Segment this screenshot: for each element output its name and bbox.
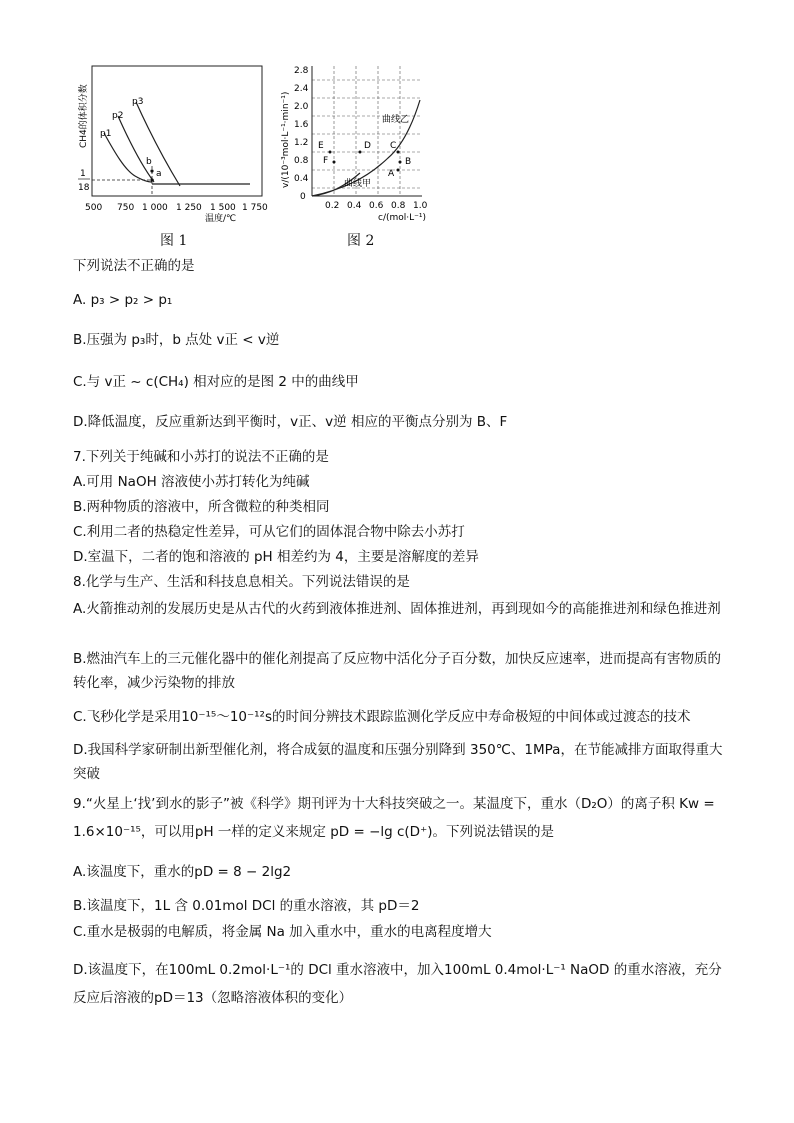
fig1-caption: 图 1 bbox=[160, 233, 188, 249]
q7-option-c: C.利用二者的热稳定性差异，可从它们的固体混合物中除去小苏打 bbox=[73, 524, 465, 540]
fig1-point-b: b bbox=[146, 157, 152, 167]
q9-option-a: A.该温度下，重水的pD = 8 − 2lg2 bbox=[73, 864, 292, 880]
fig2-curve-jia: 曲线甲 bbox=[344, 179, 372, 189]
q9-option-c: C.重水是极弱的电解质，将金属 Na 加入重水中，重水的电离程度增大 bbox=[73, 924, 492, 940]
q6-option-a: A. p₃ > p₂ > p₁ bbox=[73, 292, 173, 308]
fig2-point-F: F bbox=[323, 156, 329, 166]
fig2-xlabel: c/(mol·L⁻¹) bbox=[378, 213, 427, 223]
fig2-ytick: 2.0 bbox=[294, 102, 309, 112]
fig1-xtick: 1 000 bbox=[142, 203, 168, 213]
q6-option-c: C.与 v正 ~ c(CH₄) 相对应的是图 2 中的曲线甲 bbox=[73, 374, 359, 390]
fig2-ytick: 0.8 bbox=[294, 156, 309, 166]
figure1-graph bbox=[70, 58, 270, 223]
q8-option-d: D.我国科学家研制出新型催化剂，将合成氨的温度和压强分别降到 350℃、1MPa，在节能减排方面取得重大突破 bbox=[73, 742, 723, 782]
fig1-point-a: a bbox=[156, 169, 162, 179]
fig1-ytick-num: 1 bbox=[80, 169, 86, 179]
q7-option-d: D.室温下，二者的饱和溶液的 pH 相差约为 4，主要是溶解度的差异 bbox=[73, 549, 479, 565]
fig2-point-D: D bbox=[364, 141, 371, 151]
fig2-xtick: 0.4 bbox=[347, 201, 362, 211]
fig2-ytick: 0 bbox=[300, 192, 306, 202]
fig1-xtick: 1 500 bbox=[210, 203, 236, 213]
fig2-ylabel: v/(10⁻³mol·L⁻¹·min⁻¹) bbox=[281, 91, 291, 188]
q7-option-b: B.两种物质的溶液中，所含微粒的种类相同 bbox=[73, 499, 330, 515]
fig2-ytick: 1.2 bbox=[294, 138, 309, 148]
q6-option-b: B.压强为 p₃时，b 点处 v正 < v逆 bbox=[73, 332, 280, 348]
fig2-xtick: 0.2 bbox=[325, 201, 340, 211]
fig2-caption: 图 2 bbox=[347, 233, 375, 249]
q7-option-a: A.可用 NaOH 溶液使小苏打转化为纯碱 bbox=[73, 474, 310, 490]
q9-stem: 9.“火星上‘找’到水的影子”被《科学》期刊评为十大科技突破之一。某温度下，重水（D₂O）的离子积 Kw = 1.6×10⁻¹⁵，可以用pH 一样的定义来规定 pD = −lg c(D⁺)。下列说法错误的是 bbox=[73, 796, 715, 840]
fig1-curve-p1: p1 bbox=[100, 129, 112, 139]
fig1-ytick-den: 18 bbox=[78, 183, 90, 193]
fig1-xlabel: 温度/℃ bbox=[205, 214, 237, 223]
q8-option-a: A.火箭推动剂的发展历史是从古代的火药到液体推进剂、固体推进剂，再到现如今的高能推进剂和绿色推进剂 bbox=[73, 601, 721, 617]
fig1-ylabel: CH4的体积分数 bbox=[79, 84, 89, 148]
figure2-graph bbox=[270, 58, 445, 223]
q8-option-c: C.飞秒化学是采用10⁻¹⁵～10⁻¹²s的时间分辨技术跟踪监测化学反应中寿命极短的中间体或过渡态的技术 bbox=[73, 709, 691, 725]
fig1-xtick: 750 bbox=[117, 203, 135, 213]
fig2-point-A: A bbox=[388, 169, 395, 179]
fig2-point-E: E bbox=[318, 141, 324, 151]
fig2-xtick: 1.0 bbox=[413, 201, 428, 211]
fig2-xtick: 0.6 bbox=[369, 201, 384, 211]
q8-stem: 8.化学与生产、生活和科技息息相关。下列说法错误的是 bbox=[73, 574, 410, 590]
fig2-curve-yi: 曲线乙 bbox=[382, 115, 410, 125]
fig1-xtick: 1 750 bbox=[242, 203, 268, 213]
fig1-curve-p2: p2 bbox=[112, 111, 124, 121]
q9-option-b: B.该温度下，1L 含 0.01mol DCl 的重水溶液，其 pD＝2 bbox=[73, 898, 420, 914]
figures-area bbox=[70, 58, 450, 258]
q6-stem: 下列说法不正确的是 bbox=[73, 258, 195, 274]
fig2-ytick: 0.4 bbox=[294, 174, 309, 184]
fig1-curve-p3: p3 bbox=[132, 97, 144, 107]
fig1-xtick: 500 bbox=[85, 203, 103, 213]
fig1-xtick: 1 250 bbox=[176, 203, 202, 213]
q9-option-d: D.该温度下，在100mL 0.2mol·L⁻¹的 DCl 重水溶液中，加入100mL 0.4mol·L⁻¹ NaOD 的重水溶液，充分反应后溶液的pD＝13（忽略溶液体积的变化） bbox=[73, 962, 722, 1006]
q7-stem: 7.下列关于纯碱和小苏打的说法不正确的是 bbox=[73, 449, 329, 465]
fig2-ytick: 2.4 bbox=[294, 84, 309, 94]
fig2-point-B: B bbox=[405, 157, 412, 167]
q6-option-d: D.降低温度，反应重新达到平衡时，v正、v逆 相应的平衡点分别为 B、F bbox=[73, 414, 508, 430]
fig2-xtick: 0.8 bbox=[391, 201, 406, 211]
q8-option-b: B.燃油汽车上的三元催化器中的催化剂提高了反应物中活化分子百分数，加快反应速率，进而提高有害物质的转化率，减少污染物的排放 bbox=[73, 651, 722, 691]
fig2-ytick: 2.8 bbox=[294, 66, 309, 76]
fig2-point-C: C bbox=[390, 141, 397, 151]
fig2-ytick: 1.6 bbox=[294, 120, 309, 130]
